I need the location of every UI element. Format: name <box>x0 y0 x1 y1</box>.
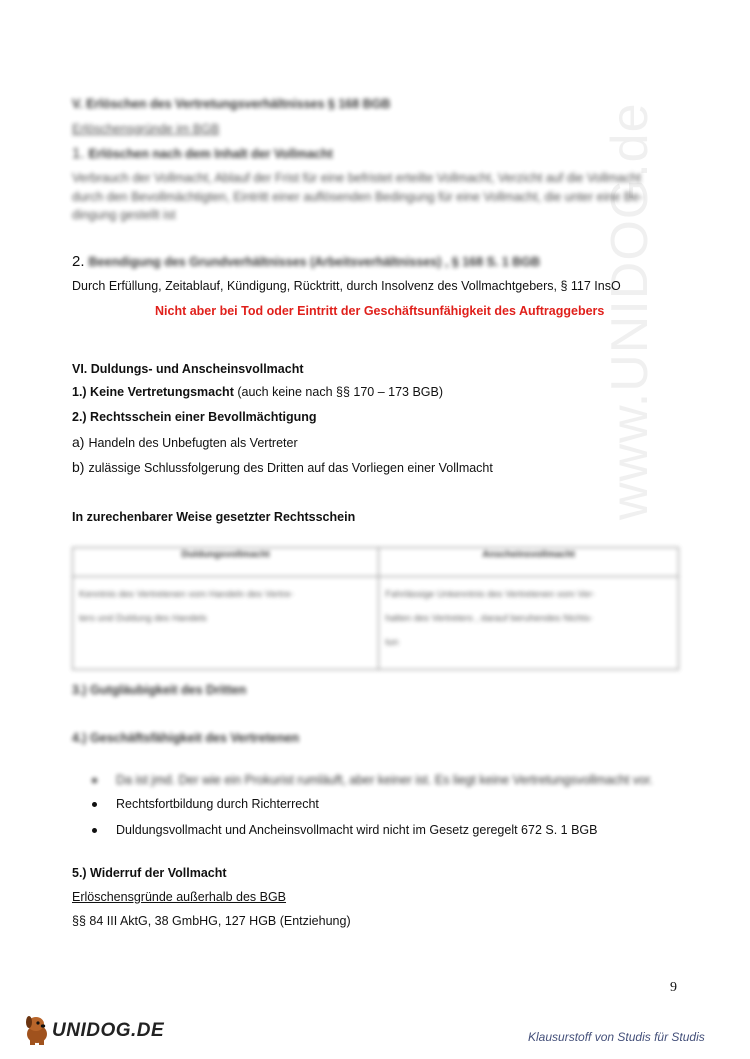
vi-point-2b <box>72 459 493 475</box>
vi-point-2b-letter: b) <box>72 459 85 475</box>
item1-text-line3: dingung gestellt ist <box>72 208 176 222</box>
section-vi-heading: VI. Duldungs- und Anscheinsvollmacht <box>72 362 304 376</box>
item2-text: Durch Erfüllung, Zeitablauf, Kündigung, Rücktritt, durch Insolvenz des Vollmachtgebers, § 117 InsO <box>72 279 621 293</box>
item1-text-line2: durch den Bevollmächtigten, Eintritt einer auflösenden Bedingung für eine Vollmacht, die unter eine Be- <box>72 190 644 204</box>
table-header-row <box>73 548 679 577</box>
table-row <box>73 577 679 670</box>
footer-slogan: Klausurstoff von Studis für Studis <box>528 1030 705 1044</box>
list-item <box>92 797 319 811</box>
anschein-line3: tun <box>385 637 399 648</box>
unidog-logo <box>22 1012 165 1046</box>
item1-text-line1: Verbrauch der Vollmacht, Ablauf der Frist für eine befristet erteilte Vollmacht, Verzicht auf die Vollmacht <box>72 171 642 185</box>
table-cell-duldung <box>73 577 379 670</box>
section-v-item2 <box>72 253 540 270</box>
item2-note: Nicht aber bei Tod oder Eintritt der Geschäftsunfähigkeit des Auftraggebers <box>155 304 605 318</box>
vi-point-4: 4.) Geschäftsfähigkeit des Vertretenen <box>72 731 300 745</box>
anschein-line1: Fahrlässige Unkenntnis des Vertretenen vom Ver- <box>385 589 595 600</box>
section-v-heading: V. Erlöschen des Vertretungsverhältnisses § 168 BGB <box>72 97 391 111</box>
rechtsschein-heading: In zurechenbarer Weise gesetzter Rechtsschein <box>72 510 356 524</box>
item2-title: Beendigung des Grundverhältnisses (Arbeitsverhältnisses) , § 168 S. 1 BGB <box>88 255 541 269</box>
vi-point-1 <box>72 385 443 399</box>
bullet-dot <box>92 828 97 833</box>
item2-number: 2. <box>72 253 85 270</box>
vi-point-5-text: §§ 84 III AktG, 38 GmbHG, 127 HGB (Entziehung) <box>72 914 351 928</box>
anschein-line2: halten des Vertreters , darauf beruhendes Nichts- <box>385 613 593 624</box>
table-header-anschein: Anscheinsvollmacht <box>379 548 679 577</box>
vi-point-5-subheading: Erlöschensgründe außerhalb des BGB <box>72 890 287 904</box>
vi-point-1-rest: (auch keine nach §§ 170 – 173 BGB) <box>233 385 444 399</box>
bullet-text: Rechtsfortbildung durch Richterrecht <box>116 797 319 811</box>
vi-point-3: 3.) Gutgläubigkeit des Dritten <box>72 683 247 697</box>
item1-number: 1. <box>72 145 85 162</box>
vollmacht-comparison-table <box>72 547 679 670</box>
logo-text: UNIDOG.DE <box>52 1020 165 1041</box>
page-number: 9 <box>670 980 677 995</box>
vi-point-2a <box>72 434 298 450</box>
section-v-subheading: Erlöschensgründe im BGB <box>72 122 220 136</box>
vi-point-2a-text: Handeln des Unbefugten als Vertreter <box>88 436 298 450</box>
item1-title: Erlöschen nach dem Inhalt der Vollmacht <box>88 147 333 161</box>
bullet-text: Da ist jmd. Der wie ein Prokurist rumläuft, aber keiner ist. Es liegt keine Vertretungsvollmacht vor. <box>116 773 654 787</box>
duldung-line2: ters und Duldung des Handels <box>79 613 207 624</box>
bullet-text: Duldungsvollmacht und Ancheinsvollmacht wird nicht im Gesetz geregelt 672 S. 1 BGB <box>116 823 598 837</box>
section-v-item1 <box>72 145 333 162</box>
dog-icon <box>22 1012 52 1046</box>
bullet-dot <box>92 802 97 807</box>
list-item <box>92 773 653 787</box>
bullet-dot <box>92 778 97 783</box>
vi-point-2a-letter: a) <box>72 434 85 450</box>
list-item <box>92 823 598 837</box>
watermark: www.UNIDOG.de <box>601 102 659 520</box>
table-cell-anschein <box>379 577 679 670</box>
table-header-duldung: Duldungsvollmacht <box>73 548 379 577</box>
duldung-line1: Kenntnis des Vertretenen vom Handeln des Vertre- <box>79 589 294 600</box>
vi-point-5: 5.) Widerruf der Vollmacht <box>72 866 227 880</box>
vi-point-2: 2.) Rechtsschein einer Bevollmächtigung <box>72 410 317 424</box>
vi-point-2b-text: zulässige Schlussfolgerung des Dritten auf das Vorliegen einer Vollmacht <box>88 461 493 475</box>
vi-point-1-bold: 1.) Keine Vertretungsmacht <box>72 385 234 399</box>
